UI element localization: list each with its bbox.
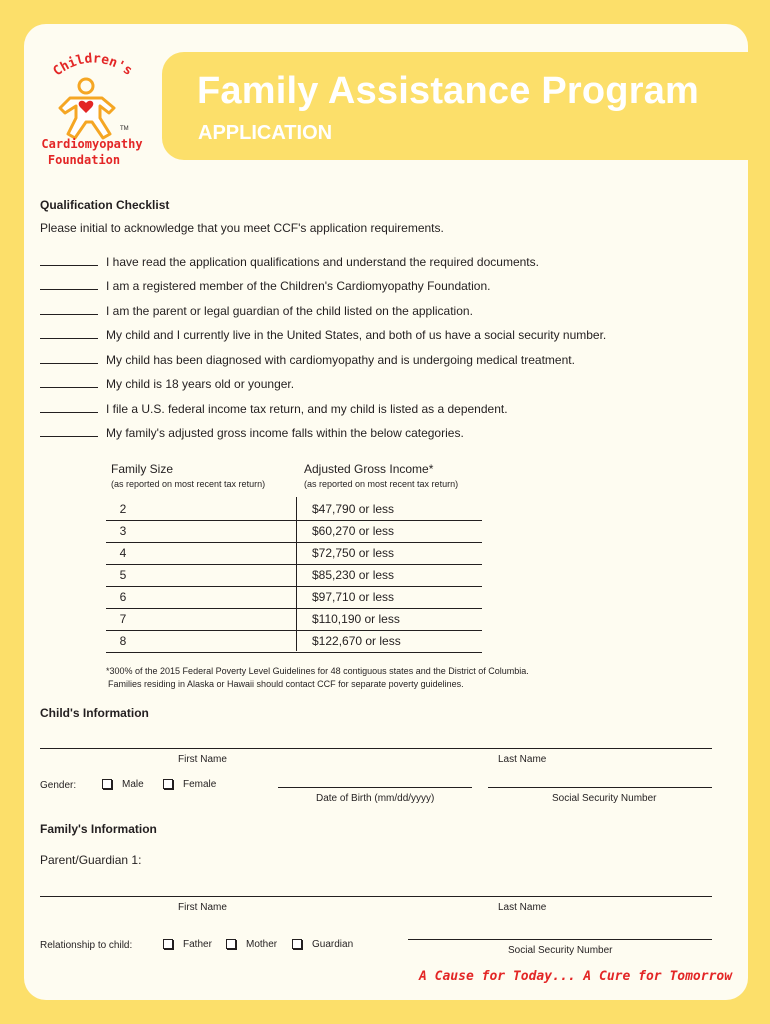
checklist-item: I file a U.S. federal income tax return, and my child is listed as a dependent. [106, 402, 508, 416]
checklist-item: My child is 18 years old or younger. [106, 377, 295, 391]
initial-field-4[interactable] [40, 338, 98, 339]
table-row [106, 520, 482, 543]
father-checkbox[interactable] [163, 939, 173, 949]
child-info-heading: Child's Information [40, 706, 149, 720]
relationship-father-option[interactable]: Father [163, 939, 212, 950]
logo-name-line2: Cardiomyopathy [41, 137, 143, 151]
trademark-mark: TM [120, 126, 129, 132]
table-row [106, 630, 482, 653]
checklist-item: I am the parent or legal guardian of the child listed on the application. [106, 304, 473, 318]
row-income: $47,790 or less [312, 502, 395, 516]
ccf-logo-graphic [30, 50, 154, 170]
table-footnote-line2: Families residing in Alaska or Hawaii should contact CCF for separate poverty guidelines. [108, 679, 464, 689]
initial-field-1[interactable] [40, 265, 98, 266]
initial-field-2[interactable] [40, 289, 98, 290]
relationship-mother-option[interactable]: Mother [226, 939, 277, 950]
row-income: $85,230 or less [312, 568, 395, 582]
row-family-size: 3 [119, 524, 127, 538]
checklist-item: My child and I currently live in the United States, and both of us have a social security number. [106, 328, 607, 342]
page-title: Family Assistance Program [197, 70, 700, 112]
checklist-intro: Please initial to acknowledge that you meet CCF's application requirements. [40, 221, 444, 235]
row-family-size: 4 [119, 546, 127, 560]
guardian-last-name-label: Last Name [498, 902, 547, 913]
relationship-label: Relationship to child: [40, 940, 133, 951]
child-dob-field[interactable] [278, 787, 472, 788]
initial-field-8[interactable] [40, 436, 98, 437]
guardian-first-name-label: First Name [178, 902, 227, 913]
table-header-income: Adjusted Gross Income* [304, 462, 434, 476]
child-name-field[interactable] [40, 748, 712, 749]
checklist-item: My child has been diagnosed with cardiomyopathy and is undergoing medical treatment. [106, 353, 575, 367]
female-checkbox[interactable] [163, 779, 173, 789]
gender-male-option[interactable]: Male [102, 779, 144, 790]
child-ssn-label: Social Security Number [552, 793, 657, 804]
male-checkbox[interactable] [102, 779, 112, 789]
row-family-size: 6 [119, 590, 127, 604]
guardian-label: Parent/Guardian 1: [40, 853, 142, 867]
logo-name-line1: Children's [50, 51, 135, 80]
row-family-size: 7 [119, 612, 127, 626]
table-row [106, 564, 482, 587]
row-income: $122,670 or less [312, 634, 401, 648]
checklist-item: I have read the application qualifications and understand the required documents. [106, 255, 539, 269]
initial-field-5[interactable] [40, 363, 98, 364]
child-figure-icon [60, 79, 114, 138]
mother-checkbox[interactable] [226, 939, 236, 949]
guardian-ssn-field[interactable] [408, 939, 712, 940]
guardian-checkbox[interactable] [292, 939, 302, 949]
child-first-name-label: First Name [178, 754, 227, 765]
row-family-size: 2 [119, 502, 127, 516]
table-row [106, 608, 482, 631]
row-income: $97,710 or less [312, 590, 395, 604]
child-ssn-field[interactable] [488, 787, 712, 788]
svg-text:Children's [50, 51, 134, 79]
footer-tagline: A Cause for Today... A Cure for Tomorrow [419, 969, 733, 984]
initial-field-6[interactable] [40, 387, 98, 388]
gender-label: Gender: [40, 780, 77, 791]
relationship-guardian-option[interactable]: Guardian [292, 939, 353, 950]
initial-field-3[interactable] [40, 314, 98, 315]
table-header-family-size: Family Size [111, 462, 174, 476]
initial-field-7[interactable] [40, 412, 98, 413]
checklist-item: My family's adjusted gross income falls within the below categories. [106, 426, 464, 440]
row-income: $72,750 or less [312, 546, 395, 560]
table-row [106, 586, 482, 609]
logo-name-line3: Foundation [47, 153, 121, 167]
child-last-name-label: Last Name [498, 754, 547, 765]
table-subheader-income: (as reported on most recent tax return) [304, 479, 459, 489]
gender-female-option[interactable]: Female [163, 779, 216, 790]
guardian-ssn-label: Social Security Number [508, 945, 613, 956]
ccf-logo [30, 50, 154, 170]
row-family-size: 8 [119, 634, 127, 648]
table-subheader-family-size: (as reported on most recent tax return) [111, 479, 266, 489]
checklist-heading: Qualification Checklist [40, 198, 170, 212]
guardian-name-field[interactable] [40, 896, 712, 897]
page-subtitle: APPLICATION [198, 122, 333, 144]
row-income: $60,270 or less [312, 524, 395, 538]
dob-label: Date of Birth (mm/dd/yyyy) [316, 793, 435, 804]
row-income: $110,190 or less [312, 612, 400, 626]
row-family-size: 5 [119, 568, 127, 582]
family-info-heading: Family's Information [40, 822, 157, 836]
checklist-item: I am a registered member of the Children's Cardiomyopathy Foundation. [106, 279, 491, 293]
table-row [106, 542, 482, 565]
table-footnote-line1: *300% of the 2015 Federal Poverty Level Guidelines for 48 contiguous states and the District of Columbia. [106, 666, 529, 676]
table-row [106, 498, 482, 521]
